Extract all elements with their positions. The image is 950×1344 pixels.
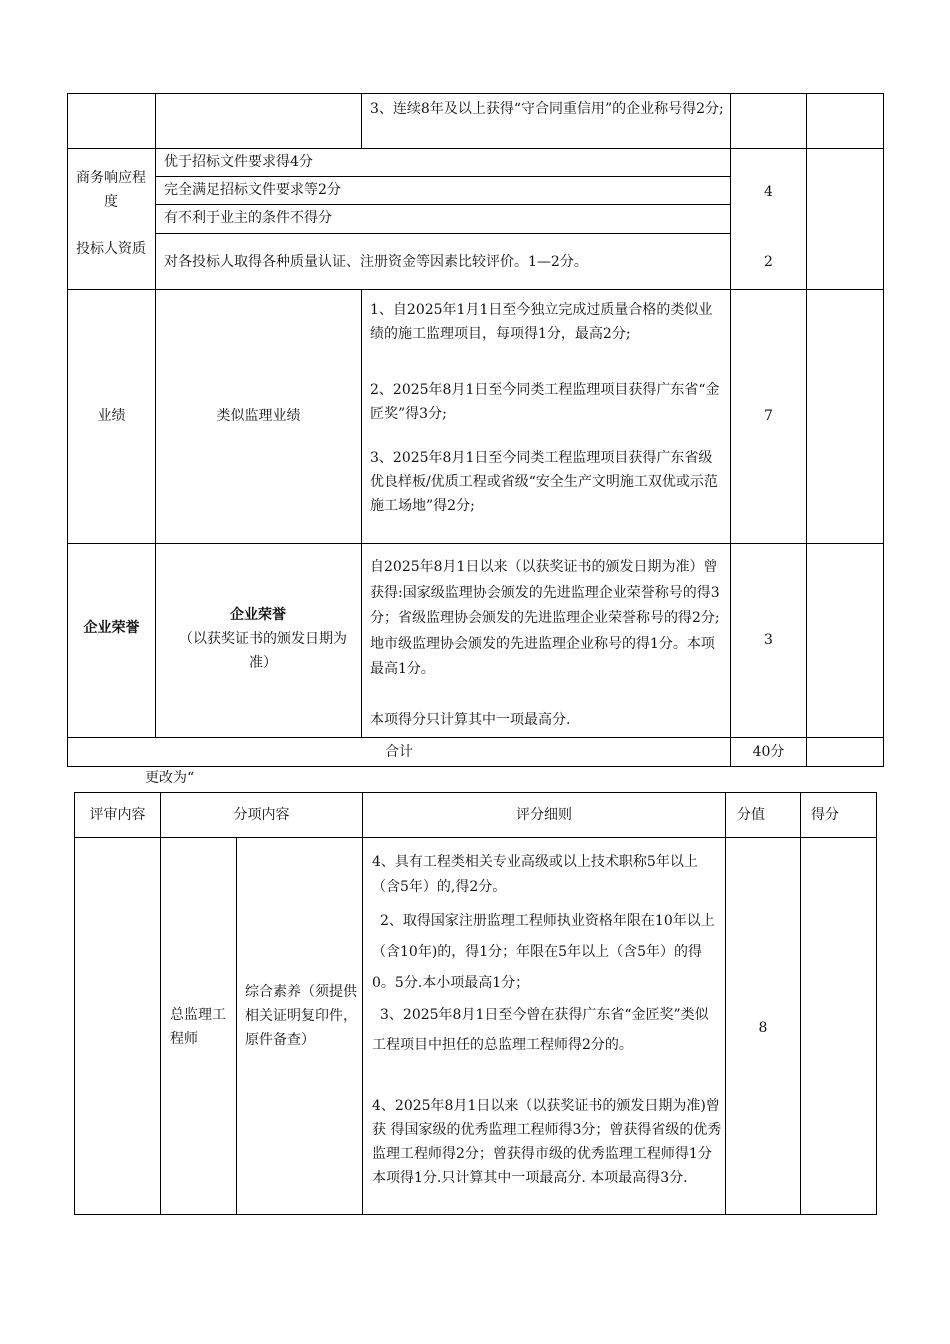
honor-sub-title: 企业荣誉 [230,607,286,623]
t1-hline-opt3 [155,233,731,234]
t1-vline-4 [806,93,807,767]
header-review-content: 评审内容 [89,807,146,823]
performance-sub: 类似监理业绩 [216,408,301,424]
chief-detail-3: 3、2025年8月1日至今曾在获得广东省“金匠奖”类似工程项目中担任的总监理工程师得2分的。 [372,1007,709,1053]
honor-category: 企业荣誉 [83,620,140,636]
header-scoring-rules: 评分细则 [516,807,572,823]
change-note: 更改为“ [145,770,195,786]
t2-vline-3 [725,792,726,1215]
honor-score: 3 [764,632,773,648]
performance-score: 7 [764,408,773,424]
performance-detail-2: 2、2025年8月1日至今同类工程监理项目获得广东省“金匠奖”得3分; [370,382,720,422]
t1-vline-2a [361,93,362,148]
t2-vline-left [74,792,75,1215]
qualification-detail: 对各投标人取得各种质量认证、注册资金等因素比较评价。1—2分。 [164,254,588,270]
total-label: 合计 [385,744,413,760]
t2-hline-top [74,792,877,793]
business-option-3: 有不利于业主的条件不得分 [164,210,332,226]
t2-vline-4 [800,792,801,1215]
t1-hline-1 [67,148,884,149]
t1-hline-top [67,93,884,94]
t2-vline-1b [236,837,237,1215]
header-score: 得分 [811,807,839,823]
total-score: 40分 [752,744,785,760]
t1-hline-opt2 [155,204,731,205]
qualification-category: 投标人资质 [76,241,146,257]
t2-vline-2 [362,792,363,1215]
header-points: 分值 [737,807,765,823]
t1-hline-3 [67,543,884,544]
header-sub-content: 分项内容 [233,807,290,823]
t2-hline-bottom [74,1214,877,1215]
t1-vline-2b [361,289,362,737]
t2-vline-1 [160,792,161,1215]
honor-detail: 自2025年8月1日以来（以获奖证书的颁发日期为准）曾获得:国家级监理协会颁发的先进监理企业荣誉称号的得3分；省级监理协会颁发的先进监理企业荣誉称号的得2分;地市级监理协会颁发的先进监理企业称号的得1分。本项最高1分。 [370,559,720,677]
business-option-2: 完全满足招标文件要求等2分 [164,182,341,198]
business-score: 4 [764,184,773,200]
performance-detail-1: 1、自2025年1月1日至今独立完成过质量合格的类似业绩的施工监理项目，每项得1分，最高2分; [370,302,713,342]
honor-detail-2: 本项得分只计算其中一项最高分. [370,712,571,728]
integrity-detail: 3、连续8年及以上获得“守合同重信用”的企业称号得2分; [370,101,724,117]
chief-engineer-category: 总监理工程师 [170,1007,226,1047]
t2-vline-right [876,792,877,1215]
performance-detail-3: 3、2025年8月1日至今同类工程监理项目获得广东省级优良样板/优质工程或省级“安全生产文明施工双优或示范施工场地”得2分; [370,450,718,514]
honor-sub-note: （以获奖证书的颁发日期为准） [179,631,347,671]
business-option-1: 优于招标文件要求得4分 [164,154,313,170]
t2-hline-1 [74,837,877,838]
business-category: 商务响应程度 [76,170,146,210]
chief-detail-2: 2、取得国家注册监理工程师执业资格年限在10年以上（含10年)的，得1分；年限在5年以上（含5年）的得0。5分.本小项最高1分； [372,913,715,991]
chief-score: 8 [758,1020,768,1036]
qualification-score: 2 [764,254,773,270]
t1-hline-opt1 [155,176,731,177]
chief-engineer-sub: 综合素养（须提供相关证明复印件，原件备查） [245,984,357,1048]
performance-category: 业绩 [97,408,126,424]
chief-detail-1: 4、具有工程类相关专业高级或以上技术职称5年以上（含5年）的,得2分。 [372,854,698,895]
t1-hline-2 [67,289,884,290]
t1-vline-left [67,93,68,767]
t1-vline-right [883,93,884,767]
t1-hline-4 [67,737,884,738]
chief-detail-4: 4、2025年8月1日以来（以获奖证书的颁发日期为准)曾获 得国家级的优秀监理工程师得3分；曾获得省级的优秀监理工程师得2分；曾获得市级的优秀监理工程师得1分本项得1分.只计算其中一项最高分. 本项最高得3分. [372,1098,722,1186]
